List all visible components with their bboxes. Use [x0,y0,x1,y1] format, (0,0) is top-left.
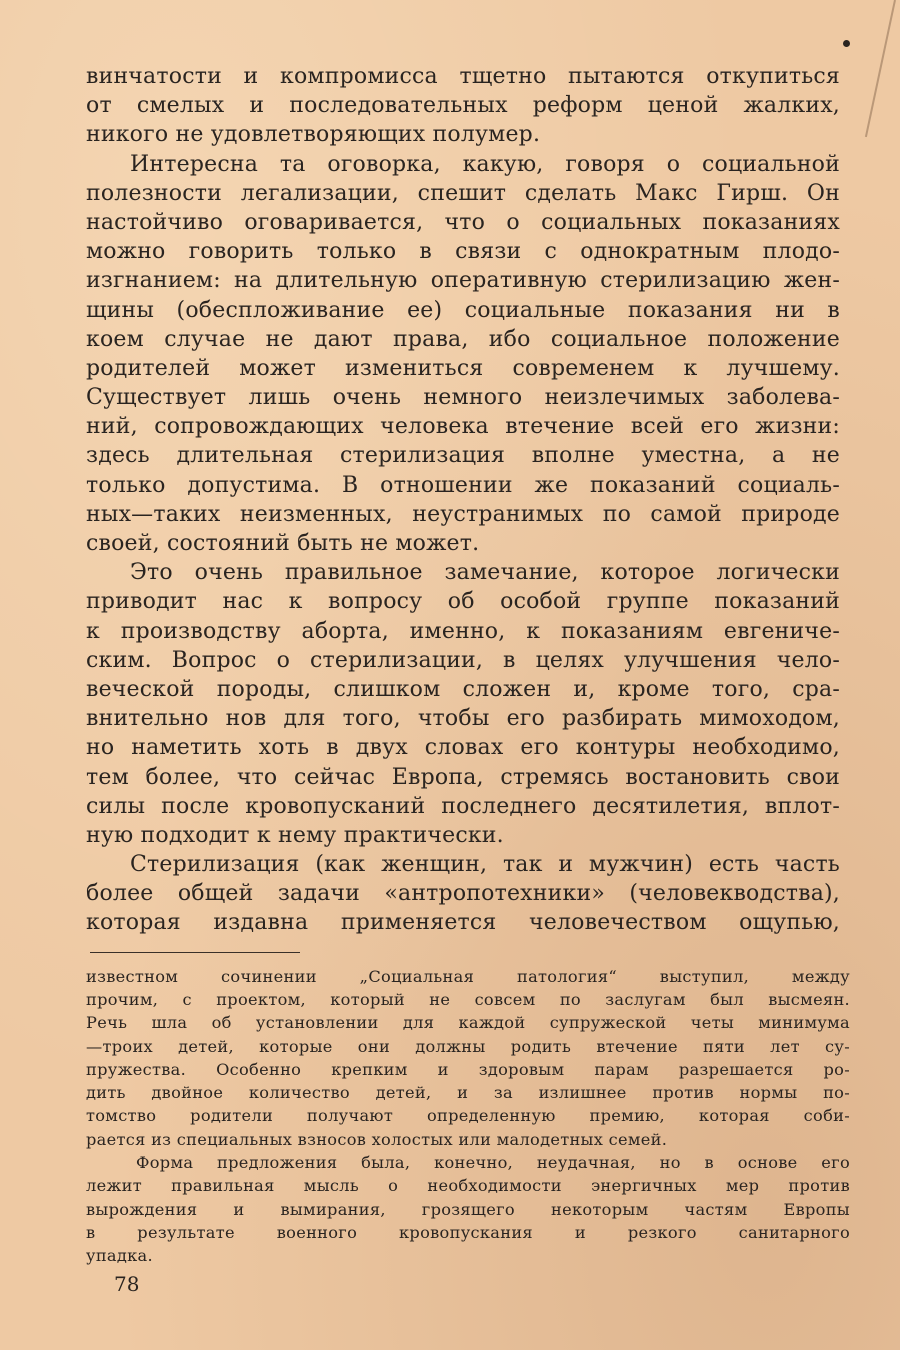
body-line: изгнанием: на длительную оперативную стерилизацию жен- [86,268,840,294]
footnote-line: прочим, с проектом, который не совсем по заслугам был высмеян. [86,989,850,1009]
body-line: к производству аборта, именно, к показаниям евгениче- [86,618,840,644]
page-number: 78 [114,1272,140,1296]
body-line: только допустима. В отношении же показаний социаль- [86,472,840,498]
body-line: настойчиво оговаривается, что о социальных показаниях [86,209,840,235]
footnote [86,965,850,1268]
body-line: Интересна та оговорка, какую, говоря о социальной [130,151,840,177]
body-line: здесь длительная стерилизация вполне уместна, а не [86,443,840,469]
body-line: никого не удовлетворяющих полумер. [86,122,541,148]
footnote-line: лежит правильная мысль о необходимости энергичных мер против [86,1176,850,1196]
footnote-line: дить двойное количество детей, и за излишнее против нормы по- [86,1083,850,1103]
body-line: винчатости и компромисса тщетно пытаются откупиться [86,64,840,89]
footnote-line: упадка. [86,1246,153,1266]
ink-mark [843,40,850,47]
body-line: коем случае не дают права, ибо социальное положение [86,326,840,352]
body-line: но наметить хоть в двух словах его контуры необходимо, [86,735,840,761]
body-line: ским. Вопрос о стерилизации, в целях улучшения чело- [86,647,840,673]
page-edge-shadow [865,0,896,137]
body-line: щины (обеспложивание ее) социальные показания ни в [86,297,840,323]
body-line: Стерилизация (как женщин, так и мужчин) есть часть [130,852,840,878]
body-line: Это очень правильное замечание, которое логически [130,560,840,586]
footnote-separator [90,952,300,953]
body-line: своей, состояний быть не может. [86,531,480,556]
main-text [86,62,840,938]
body-line: Существует лишь очень немного неизлечимых заболева- [86,385,840,411]
body-line: силы после кровопусканий последнего десятилетия, вплот- [86,793,840,819]
body-line: ний, сопровождающих человека втечение всей его жизни: [86,414,840,440]
page-content [86,62,850,1267]
body-line: от смелых и последовательных реформ ценой жалких, [86,93,840,119]
body-line: тем более, что сейчас Европа, стремясь востановить свои [86,764,840,790]
footnote-line: вырождения и вымирания, грозящего некоторым частям Европы [86,1199,850,1219]
footnote-line: томство родители получают определенную премию, которая соби- [86,1106,850,1126]
body-line: приводит нас к вопросу об особой группе показаний [86,589,840,615]
footnote-line: Речь шла об установлении для каждой супружеской четы минимума [86,1013,850,1033]
footnote-line: Форма предложения была, конечно, неудачная, но в основе его [136,1153,850,1172]
body-line: более общей задачи «антропотехники» (человекводства), [86,881,840,907]
footnote-line: рается из специальных взносов холостых или малодетных семей. [86,1129,668,1149]
body-line: веческой породы, слишком сложен и, кроме того, сра- [86,676,840,702]
body-line: можно говорить только в связи с однократным плодо- [86,239,840,265]
body-line: внительно нов для того, чтобы его разбирать мимоходом, [86,706,840,732]
footnote-line: известном сочинении „Социальная патология“ выступил, между [86,966,850,986]
footnote-line: —троих детей, которые они должны родить втечение пяти лет су- [86,1036,850,1056]
footnote-line: в результате военного кровопускания и резкого санитарного [86,1222,850,1242]
body-line: которая издавна применяется человечеством ощупью, [86,910,840,936]
body-line: полезности легализации, спешит сделать Макс Гирш. Он [86,180,840,206]
footnote-line: пружества. Особенно крепким и здоровым парам разрешается ро- [86,1059,850,1079]
body-line: ных—таких неизменных, неустранимых по самой природе [86,501,840,527]
body-line: ную подходит к нему практически. [86,822,504,848]
body-line: родителей может измениться современем к лучшему. [86,355,840,381]
